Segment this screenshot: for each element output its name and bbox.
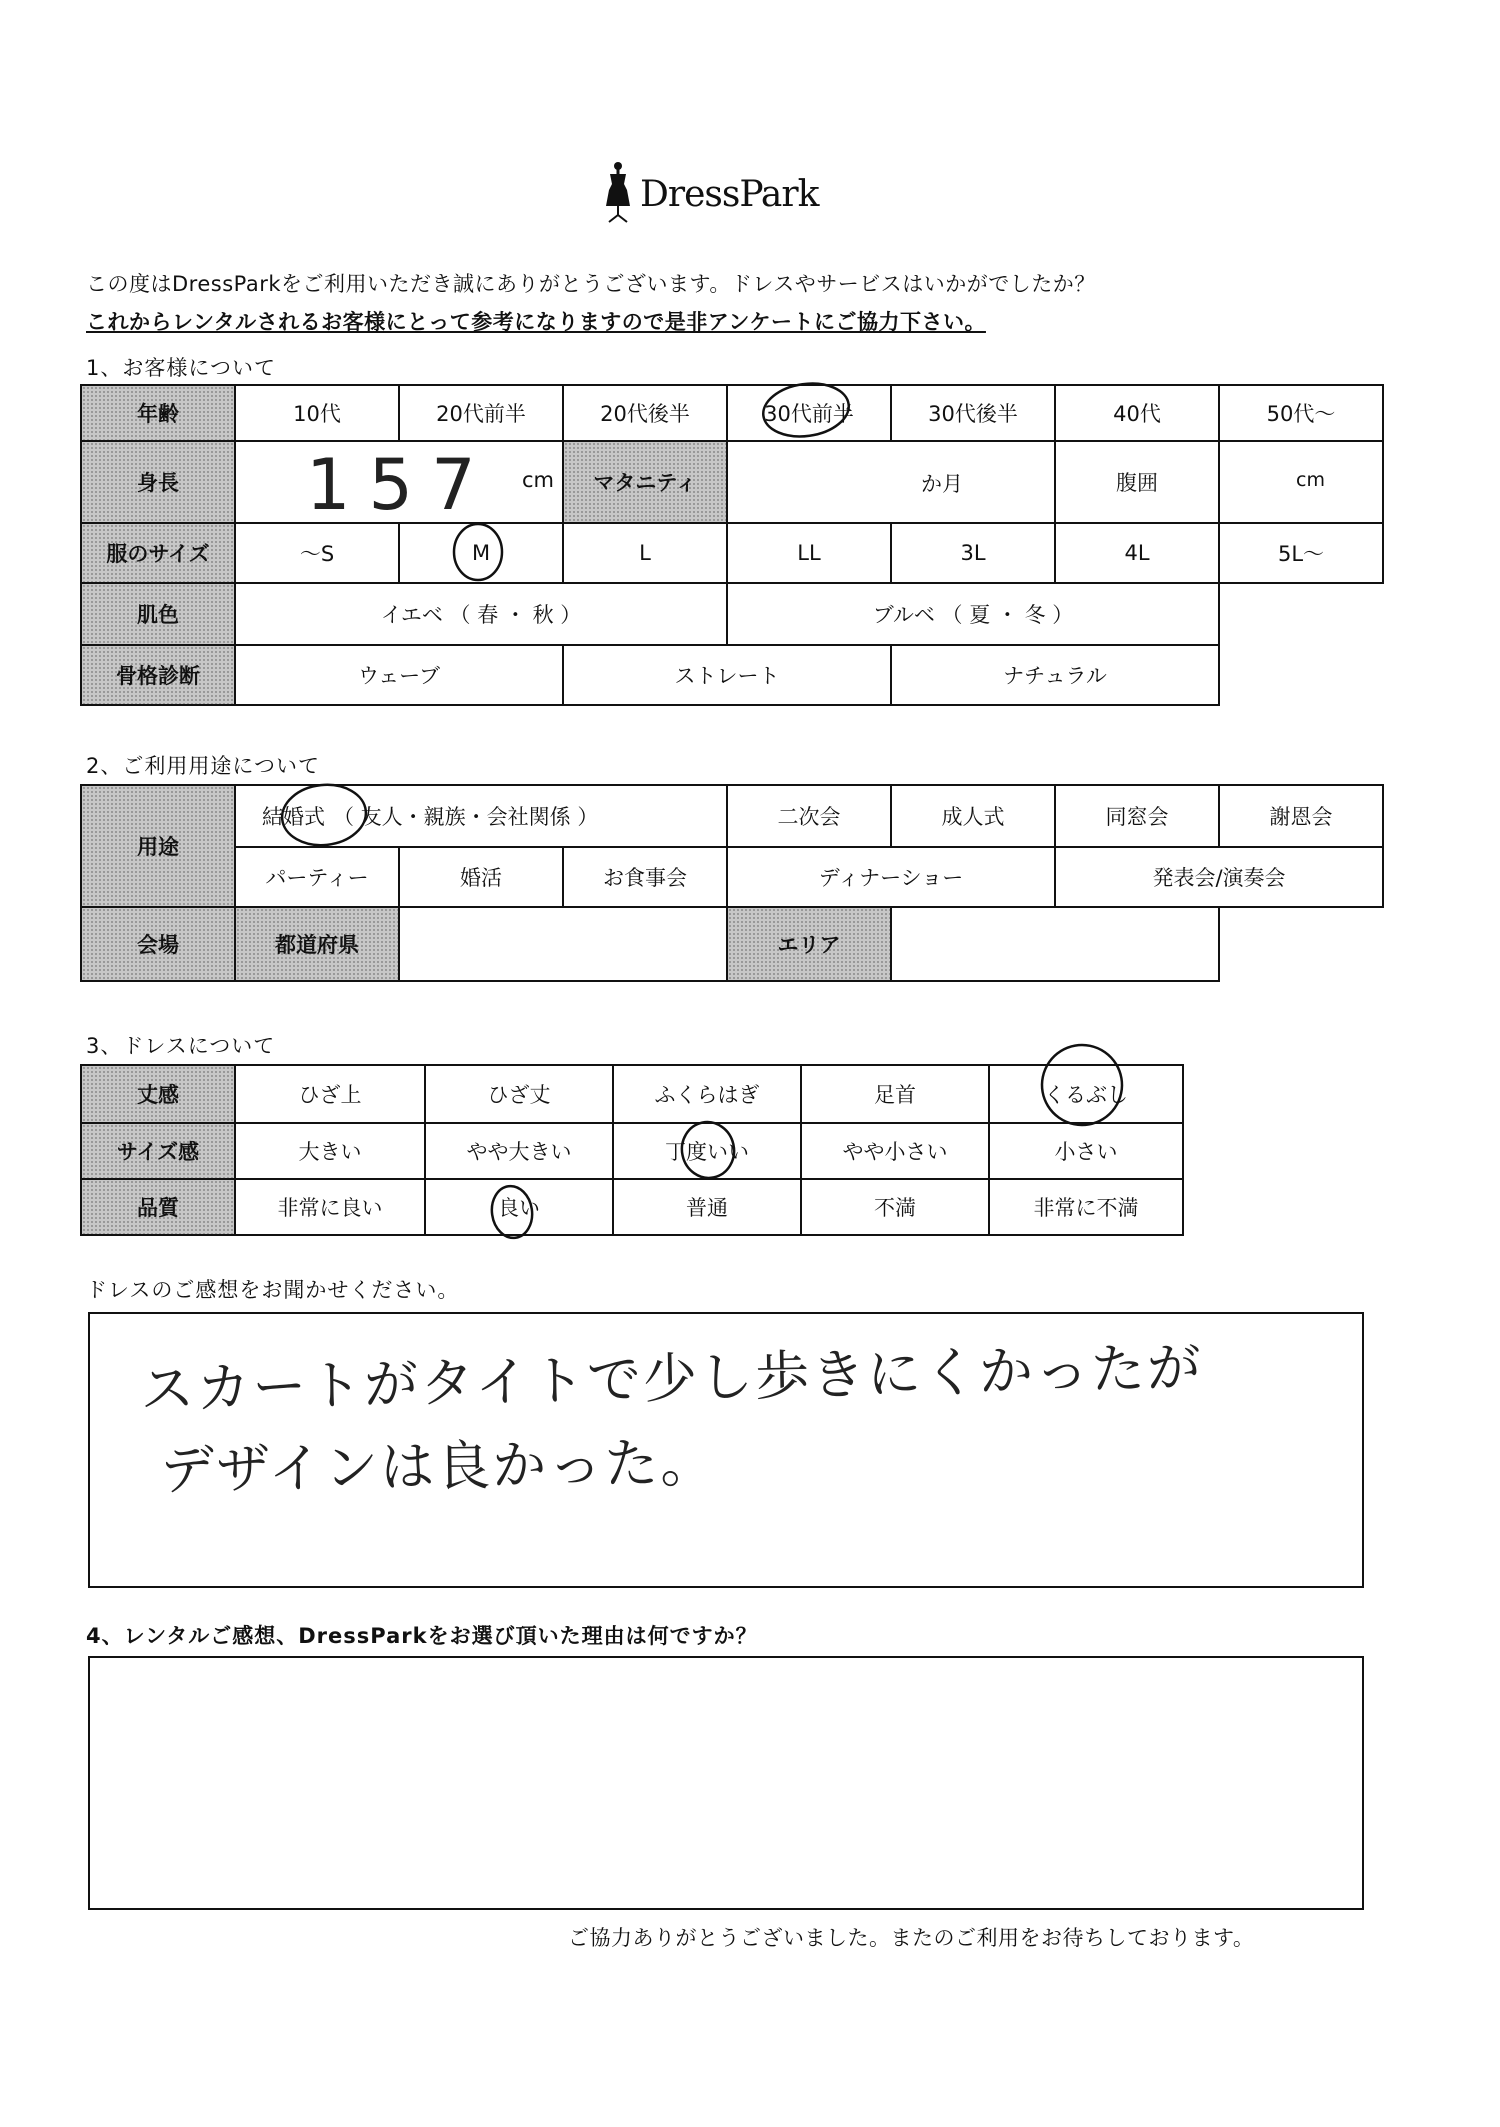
age-label: 年齢 bbox=[81, 385, 235, 441]
usage-label: 用途 bbox=[81, 785, 235, 907]
usage-option[interactable]: お食事会 bbox=[563, 847, 727, 907]
height-unit: cm bbox=[521, 468, 554, 492]
skin-option-blue[interactable]: ブルベ （ 夏 ・ 冬 ） bbox=[727, 583, 1219, 645]
dress-comment-prompt: ドレスのご感想をお聞かせください。 bbox=[86, 1278, 460, 1302]
fit-option[interactable]: 小さい bbox=[989, 1123, 1183, 1179]
dress-comment-line1: スカートがタイトで少し歩きにくかったが bbox=[139, 1335, 1204, 1422]
frame-option[interactable]: ナチュラル bbox=[891, 645, 1219, 705]
skin-option-yellow[interactable]: イエベ （ 春 ・ 秋 ） bbox=[235, 583, 727, 645]
age-option[interactable]: 10代 bbox=[235, 385, 399, 441]
waist-label: 腹囲 bbox=[1055, 441, 1219, 523]
size-label: 服のサイズ bbox=[81, 523, 235, 583]
age-option[interactable]: 20代後半 bbox=[563, 385, 727, 441]
section4-title: 4、レンタルご感想、DressParkをお選び頂いた理由は何ですか？ bbox=[86, 1624, 758, 1648]
age-option[interactable]: 30代後半 bbox=[891, 385, 1055, 441]
age-option[interactable]: 50代～ bbox=[1219, 385, 1383, 441]
quality-option[interactable]: 不満 bbox=[801, 1179, 989, 1235]
fit-option[interactable]: やや小さい bbox=[801, 1123, 989, 1179]
length-option[interactable]: ひざ上 bbox=[235, 1065, 425, 1123]
quality-selection-circle bbox=[489, 1183, 536, 1240]
frame-label: 骨格診断 bbox=[81, 645, 235, 705]
fit-option-selected[interactable]: 丁度いい bbox=[613, 1123, 801, 1179]
frame-option[interactable]: ウェーブ bbox=[235, 645, 563, 705]
wedding-option-selected[interactable]: 結婚式 bbox=[262, 805, 325, 829]
section2-title: 2、ご利用用途について bbox=[86, 754, 320, 778]
size-option[interactable]: 5L～ bbox=[1219, 523, 1383, 583]
closing-message: ご協力ありがとうございました。またのご利用をお待ちしております。 bbox=[568, 1926, 1255, 1950]
fit-option[interactable]: やや大きい bbox=[425, 1123, 613, 1179]
logo-text: DressPark bbox=[640, 174, 819, 215]
quality-label: 品質 bbox=[81, 1179, 235, 1235]
months-unit: か月 bbox=[921, 472, 963, 496]
size-option[interactable]: LL bbox=[727, 523, 891, 583]
size-option[interactable]: 3L bbox=[891, 523, 1055, 583]
section1-title: 1、お客様について bbox=[86, 356, 276, 380]
usage-option[interactable]: 二次会 bbox=[727, 785, 891, 847]
usage-option[interactable]: 同窓会 bbox=[1055, 785, 1219, 847]
intro-request-text: これからレンタルされるお客様にとって参考になりますので是非アンケートにご協力下さい。 bbox=[86, 310, 986, 334]
length-label: 丈感 bbox=[81, 1065, 235, 1123]
dress-comment-line2: デザインは良かった。 bbox=[159, 1431, 717, 1502]
waist-unit: cm bbox=[1296, 469, 1325, 491]
usage-option[interactable]: ディナーショー bbox=[727, 847, 1055, 907]
usage-option[interactable]: 謝恩会 bbox=[1219, 785, 1383, 847]
fit-label: サイズ感 bbox=[81, 1123, 235, 1179]
prefecture-label: 都道府県 bbox=[235, 907, 399, 981]
fit-selection-circle bbox=[677, 1117, 740, 1183]
skin-label: 肌色 bbox=[81, 583, 235, 645]
size-option[interactable]: L bbox=[563, 523, 727, 583]
size-option-selected[interactable]: M bbox=[399, 523, 563, 583]
section3-title: 3、ドレスについて bbox=[86, 1034, 276, 1058]
length-selection-circle bbox=[1036, 1039, 1129, 1132]
usage-option[interactable]: 成人式 bbox=[891, 785, 1055, 847]
quality-option-selected[interactable]: 良い bbox=[425, 1179, 613, 1235]
venue-label: 会場 bbox=[81, 907, 235, 981]
fit-option[interactable]: 大きい bbox=[235, 1123, 425, 1179]
height-label: 身長 bbox=[81, 441, 235, 523]
area-label: エリア bbox=[727, 907, 891, 981]
length-option[interactable]: ふくらはぎ bbox=[613, 1065, 801, 1123]
wedding-relation-note: （ 友人・親族・会社関係 ） bbox=[333, 805, 599, 829]
age-option-selected[interactable]: 30代前半 bbox=[727, 385, 891, 441]
age-option[interactable]: 20代前半 bbox=[399, 385, 563, 441]
quality-option[interactable]: 非常に不満 bbox=[989, 1179, 1183, 1235]
usage-option[interactable]: 婚活 bbox=[399, 847, 563, 907]
age-selection-circle bbox=[760, 378, 852, 441]
quality-option[interactable]: 普通 bbox=[613, 1179, 801, 1235]
age-option[interactable]: 40代 bbox=[1055, 385, 1219, 441]
height-value: 157 bbox=[306, 444, 494, 523]
usage-option[interactable]: パーティー bbox=[235, 847, 399, 907]
size-selection-circle bbox=[454, 524, 502, 580]
frame-option[interactable]: ストレート bbox=[563, 645, 891, 705]
usage-option[interactable]: 発表会/演奏会 bbox=[1055, 847, 1383, 907]
length-option[interactable]: 足首 bbox=[801, 1065, 989, 1123]
size-option[interactable]: ～S bbox=[235, 523, 399, 583]
usage-selection-circle bbox=[279, 781, 369, 849]
size-option[interactable]: 4L bbox=[1055, 523, 1219, 583]
intro-text: この度はDressParkをご利用いただき誠にありがとうございます。ドレスやサービスはいかがでしたか？ bbox=[86, 272, 1096, 296]
length-option[interactable]: ひざ丈 bbox=[425, 1065, 613, 1123]
length-option-selected[interactable]: くるぶし bbox=[989, 1065, 1183, 1123]
quality-option[interactable]: 非常に良い bbox=[235, 1179, 425, 1235]
maternity-label: マタニティ bbox=[563, 441, 727, 523]
